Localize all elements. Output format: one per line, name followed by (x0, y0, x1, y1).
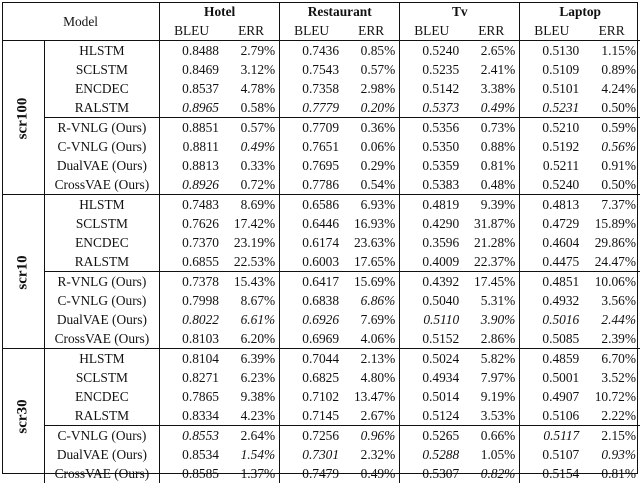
table-row (2, 464, 640, 483)
err-cell: 15.69% (343, 272, 400, 292)
err-cell: 9.38% (223, 387, 280, 406)
bleu-cell: 0.5152 (400, 329, 463, 349)
table-row (2, 349, 640, 369)
err-cell: 31.87% (463, 214, 520, 233)
err-cell: 1.54% (223, 445, 280, 464)
bleu-cell: 0.4290 (400, 214, 463, 233)
bleu-cell: 0.4932 (520, 291, 583, 310)
err-cell: 17.65% (343, 252, 400, 272)
bleu-cell: 0.7370 (160, 233, 223, 252)
model-name-cell: RALSTM (44, 406, 159, 426)
bleu-cell: 0.6825 (280, 368, 343, 387)
err-cell: 22.53% (223, 252, 280, 272)
err-cell: 4.06% (343, 329, 400, 349)
err-cell: 8.67% (223, 291, 280, 310)
bleu-cell: 0.5024 (400, 349, 463, 369)
model-name-cell: SCLSTM (44, 368, 159, 387)
err-cell: 2.65% (463, 41, 520, 61)
err-cell: 13.47% (343, 387, 400, 406)
err-cell: 2.15% (583, 426, 640, 446)
bleu-cell: 0.5014 (400, 387, 463, 406)
bleu-cell: 0.5154 (520, 464, 583, 483)
err-cell: 0.89% (583, 60, 640, 79)
table-row (2, 387, 640, 406)
bleu-cell: 0.8334 (160, 406, 223, 426)
scenario-label (2, 195, 44, 349)
err-cell: 0.48% (463, 175, 520, 195)
err-cell: 17.45% (463, 272, 520, 292)
err-cell: 3.52% (583, 368, 640, 387)
err-cell: 2.22% (583, 406, 640, 426)
bleu-cell: 0.8103 (160, 329, 223, 349)
err-cell: 10.72% (583, 387, 640, 406)
model-name-cell: R-VNLG (Ours) (44, 272, 159, 292)
bleu-cell: 0.5130 (520, 41, 583, 61)
err-cell: 5.82% (463, 349, 520, 369)
bleu-cell: 0.8811 (160, 137, 223, 156)
err-cell: 23.63% (343, 233, 400, 252)
bleu-cell: 0.7436 (280, 41, 343, 61)
err-cell: 2.39% (583, 329, 640, 349)
err-cell: 15.43% (223, 272, 280, 292)
err-cell: 9.39% (463, 195, 520, 215)
bleu-cell: 0.4819 (400, 195, 463, 215)
bleu-cell: 0.7145 (280, 406, 343, 426)
table-row (2, 233, 640, 252)
bleu-cell: 0.5373 (400, 98, 463, 118)
err-cell: 2.32% (343, 445, 400, 464)
model-name-cell: ENCDEC (44, 79, 159, 98)
err-cell: 6.39% (223, 349, 280, 369)
bleu-cell: 0.7709 (280, 118, 343, 138)
err-cell: 5.31% (463, 291, 520, 310)
scenario-label (2, 349, 44, 483)
bleu-cell: 0.7479 (280, 464, 343, 483)
bleu-cell: 0.5101 (520, 79, 583, 98)
scenario-label-text: scr100 (13, 97, 32, 139)
err-cell: 0.57% (343, 60, 400, 79)
err-cell: 0.20% (343, 98, 400, 118)
err-cell: 2.98% (343, 79, 400, 98)
bleu-cell: 0.5001 (520, 368, 583, 387)
bleu-cell: 0.5109 (520, 60, 583, 79)
bleu-cell: 0.7358 (280, 79, 343, 98)
model-name-cell: CrossVAE (Ours) (44, 175, 159, 195)
bleu-cell: 0.6838 (280, 291, 343, 310)
bleu-cell: 0.4859 (520, 349, 583, 369)
table-row (2, 60, 640, 79)
bleu-cell: 0.5307 (400, 464, 463, 483)
model-name-cell: ENCDEC (44, 233, 159, 252)
bleu-cell: 0.5016 (520, 310, 583, 329)
bleu-cell: 0.7651 (280, 137, 343, 156)
bleu-cell: 0.5235 (400, 60, 463, 79)
err-cell: 6.23% (223, 368, 280, 387)
bleu-cell: 0.5240 (400, 41, 463, 61)
err-cell: 0.49% (343, 464, 400, 483)
err-cell: 1.37% (223, 464, 280, 483)
model-name-cell: C-VNLG (Ours) (44, 137, 159, 156)
results-table (2, 2, 640, 483)
metric-header-bleu: BLEU (160, 21, 223, 41)
bleu-cell: 0.4729 (520, 214, 583, 233)
table-row (2, 445, 640, 464)
err-cell: 0.72% (223, 175, 280, 195)
err-cell: 3.38% (463, 79, 520, 98)
table-row (2, 118, 640, 138)
bleu-cell: 0.5106 (520, 406, 583, 426)
err-cell: 0.50% (583, 175, 640, 195)
header-row-domains (2, 2, 640, 21)
bleu-cell: 0.8104 (160, 349, 223, 369)
bleu-cell: 0.8585 (160, 464, 223, 483)
table-row (2, 252, 640, 272)
bleu-cell: 0.8813 (160, 156, 223, 175)
err-cell: 9.19% (463, 387, 520, 406)
bleu-cell: 0.5240 (520, 175, 583, 195)
err-cell: 0.81% (583, 464, 640, 483)
table-row (2, 272, 640, 292)
bleu-cell: 0.5085 (520, 329, 583, 349)
bleu-cell: 0.8553 (160, 426, 223, 446)
metric-header-err: ERR (343, 21, 400, 41)
bleu-cell: 0.8851 (160, 118, 223, 138)
bleu-cell: 0.5107 (520, 445, 583, 464)
bleu-cell: 0.8537 (160, 79, 223, 98)
err-cell: 0.96% (343, 426, 400, 446)
model-name-cell: CrossVAE (Ours) (44, 464, 159, 483)
model-name-cell: R-VNLG (Ours) (44, 118, 159, 138)
scenario-label-text: scr30 (13, 399, 32, 433)
err-cell: 6.86% (343, 291, 400, 310)
err-cell: 0.59% (583, 118, 640, 138)
err-cell: 4.23% (223, 406, 280, 426)
metric-header-bleu: BLEU (520, 21, 583, 41)
err-cell: 0.58% (223, 98, 280, 118)
model-name-cell: DualVAE (Ours) (44, 445, 159, 464)
err-cell: 0.66% (463, 426, 520, 446)
err-cell: 1.05% (463, 445, 520, 464)
model-name-cell: DualVAE (Ours) (44, 310, 159, 329)
bleu-cell: 0.4009 (400, 252, 463, 272)
err-cell: 6.70% (583, 349, 640, 369)
model-name-cell: HLSTM (44, 195, 159, 215)
table-row (2, 406, 640, 426)
err-cell: 0.57% (223, 118, 280, 138)
bleu-cell: 0.5356 (400, 118, 463, 138)
model-name-cell: RALSTM (44, 252, 159, 272)
metric-header-err: ERR (583, 21, 640, 41)
bleu-cell: 0.5231 (520, 98, 583, 118)
scenario-label-text: scr10 (13, 255, 32, 289)
bleu-cell: 0.5142 (400, 79, 463, 98)
err-cell: 22.37% (463, 252, 520, 272)
err-cell: 4.24% (583, 79, 640, 98)
bleu-cell: 0.7483 (160, 195, 223, 215)
bleu-cell: 0.4604 (520, 233, 583, 252)
bleu-cell: 0.8488 (160, 41, 223, 61)
bleu-cell: 0.5210 (520, 118, 583, 138)
err-cell: 0.82% (463, 464, 520, 483)
err-cell: 15.89% (583, 214, 640, 233)
err-cell: 3.56% (583, 291, 640, 310)
table-row (2, 195, 640, 215)
err-cell: 10.06% (583, 272, 640, 292)
err-cell: 2.41% (463, 60, 520, 79)
model-name-cell: SCLSTM (44, 214, 159, 233)
err-cell: 7.97% (463, 368, 520, 387)
err-cell: 2.64% (223, 426, 280, 446)
bleu-cell: 0.6969 (280, 329, 343, 349)
metric-header-err: ERR (463, 21, 520, 41)
err-cell: 4.78% (223, 79, 280, 98)
err-cell: 0.49% (223, 137, 280, 156)
bleu-cell: 0.8271 (160, 368, 223, 387)
err-cell: 0.56% (583, 137, 640, 156)
bleu-cell: 0.7256 (280, 426, 343, 446)
err-cell: 0.36% (343, 118, 400, 138)
err-cell: 0.73% (463, 118, 520, 138)
model-name-cell: C-VNLG (Ours) (44, 426, 159, 446)
bleu-cell: 0.7695 (280, 156, 343, 175)
bleu-cell: 0.7543 (280, 60, 343, 79)
table-row (2, 329, 640, 349)
metric-header-err: ERR (223, 21, 280, 41)
domain-header-laptop: Laptop (520, 2, 640, 21)
bleu-cell: 0.6855 (160, 252, 223, 272)
err-cell: 2.79% (223, 41, 280, 61)
bleu-cell: 0.8022 (160, 310, 223, 329)
err-cell: 0.33% (223, 156, 280, 175)
table-body (2, 41, 640, 483)
model-name-cell: ENCDEC (44, 387, 159, 406)
err-cell: 0.49% (463, 98, 520, 118)
table-row (2, 98, 640, 118)
bleu-cell: 0.8926 (160, 175, 223, 195)
model-name-cell: C-VNLG (Ours) (44, 291, 159, 310)
err-cell: 3.12% (223, 60, 280, 79)
bleu-cell: 0.3596 (400, 233, 463, 252)
table-row (2, 137, 640, 156)
bleu-cell: 0.7301 (280, 445, 343, 464)
err-cell: 3.90% (463, 310, 520, 329)
model-name-cell: SCLSTM (44, 60, 159, 79)
bleu-cell: 0.7378 (160, 272, 223, 292)
err-cell: 2.86% (463, 329, 520, 349)
bleu-cell: 0.6446 (280, 214, 343, 233)
err-cell: 0.91% (583, 156, 640, 175)
err-cell: 0.81% (463, 156, 520, 175)
bleu-cell: 0.6174 (280, 233, 343, 252)
err-cell: 0.54% (343, 175, 400, 195)
bleu-cell: 0.5110 (400, 310, 463, 329)
bleu-cell: 0.5383 (400, 175, 463, 195)
err-cell: 0.88% (463, 137, 520, 156)
err-cell: 0.85% (343, 41, 400, 61)
model-column-header: Model (2, 2, 160, 41)
bleu-cell: 0.5265 (400, 426, 463, 446)
err-cell: 2.67% (343, 406, 400, 426)
bleu-cell: 0.7865 (160, 387, 223, 406)
table-row (2, 426, 640, 446)
bleu-cell: 0.8469 (160, 60, 223, 79)
table-header (2, 2, 640, 41)
model-name-cell: CrossVAE (Ours) (44, 329, 159, 349)
err-cell: 1.15% (583, 41, 640, 61)
err-cell: 3.53% (463, 406, 520, 426)
err-cell: 7.69% (343, 310, 400, 329)
table-row (2, 156, 640, 175)
bleu-cell: 0.7044 (280, 349, 343, 369)
bleu-cell: 0.5124 (400, 406, 463, 426)
table-row (2, 175, 640, 195)
bleu-cell: 0.7786 (280, 175, 343, 195)
bleu-cell: 0.7102 (280, 387, 343, 406)
err-cell: 2.13% (343, 349, 400, 369)
table-row (2, 41, 640, 61)
domain-header-tv: Tv (400, 2, 520, 21)
domain-header-restaurant: Restaurant (280, 2, 400, 21)
bleu-cell: 0.6926 (280, 310, 343, 329)
model-name-cell: HLSTM (44, 41, 159, 61)
table-row (2, 291, 640, 310)
bleu-cell: 0.8965 (160, 98, 223, 118)
metric-header-bleu: BLEU (400, 21, 463, 41)
bleu-cell: 0.5192 (520, 137, 583, 156)
table-row (2, 214, 640, 233)
err-cell: 6.20% (223, 329, 280, 349)
err-cell: 29.86% (583, 233, 640, 252)
bleu-cell: 0.4813 (520, 195, 583, 215)
domain-header-hotel: Hotel (160, 2, 280, 21)
table-row (2, 310, 640, 329)
err-cell: 21.28% (463, 233, 520, 252)
err-cell: 2.44% (583, 310, 640, 329)
bleu-cell: 0.5288 (400, 445, 463, 464)
bleu-cell: 0.6586 (280, 195, 343, 215)
err-cell: 6.93% (343, 195, 400, 215)
bleu-cell: 0.6417 (280, 272, 343, 292)
bleu-cell: 0.8534 (160, 445, 223, 464)
model-name-cell: RALSTM (44, 98, 159, 118)
bleu-cell: 0.4907 (520, 387, 583, 406)
table-row (2, 79, 640, 98)
bleu-cell: 0.6003 (280, 252, 343, 272)
err-cell: 17.42% (223, 214, 280, 233)
bleu-cell: 0.7998 (160, 291, 223, 310)
err-cell: 7.37% (583, 195, 640, 215)
metric-header-bleu: BLEU (280, 21, 343, 41)
bleu-cell: 0.5350 (400, 137, 463, 156)
table-row (2, 368, 640, 387)
err-cell: 24.47% (583, 252, 640, 272)
err-cell: 16.93% (343, 214, 400, 233)
bleu-cell: 0.5040 (400, 291, 463, 310)
err-cell: 0.06% (343, 137, 400, 156)
err-cell: 6.61% (223, 310, 280, 329)
bleu-cell: 0.7779 (280, 98, 343, 118)
model-name-cell: DualVAE (Ours) (44, 156, 159, 175)
err-cell: 4.80% (343, 368, 400, 387)
err-cell: 23.19% (223, 233, 280, 252)
bleu-cell: 0.4851 (520, 272, 583, 292)
bleu-cell: 0.5117 (520, 426, 583, 446)
err-cell: 0.29% (343, 156, 400, 175)
model-name-cell: HLSTM (44, 349, 159, 369)
err-cell: 0.93% (583, 445, 640, 464)
err-cell: 0.50% (583, 98, 640, 118)
bleu-cell: 0.7626 (160, 214, 223, 233)
bleu-cell: 0.4392 (400, 272, 463, 292)
bleu-cell: 0.4934 (400, 368, 463, 387)
bleu-cell: 0.4475 (520, 252, 583, 272)
bleu-cell: 0.5359 (400, 156, 463, 175)
err-cell: 8.69% (223, 195, 280, 215)
bleu-cell: 0.5211 (520, 156, 583, 175)
scenario-label (2, 41, 44, 195)
